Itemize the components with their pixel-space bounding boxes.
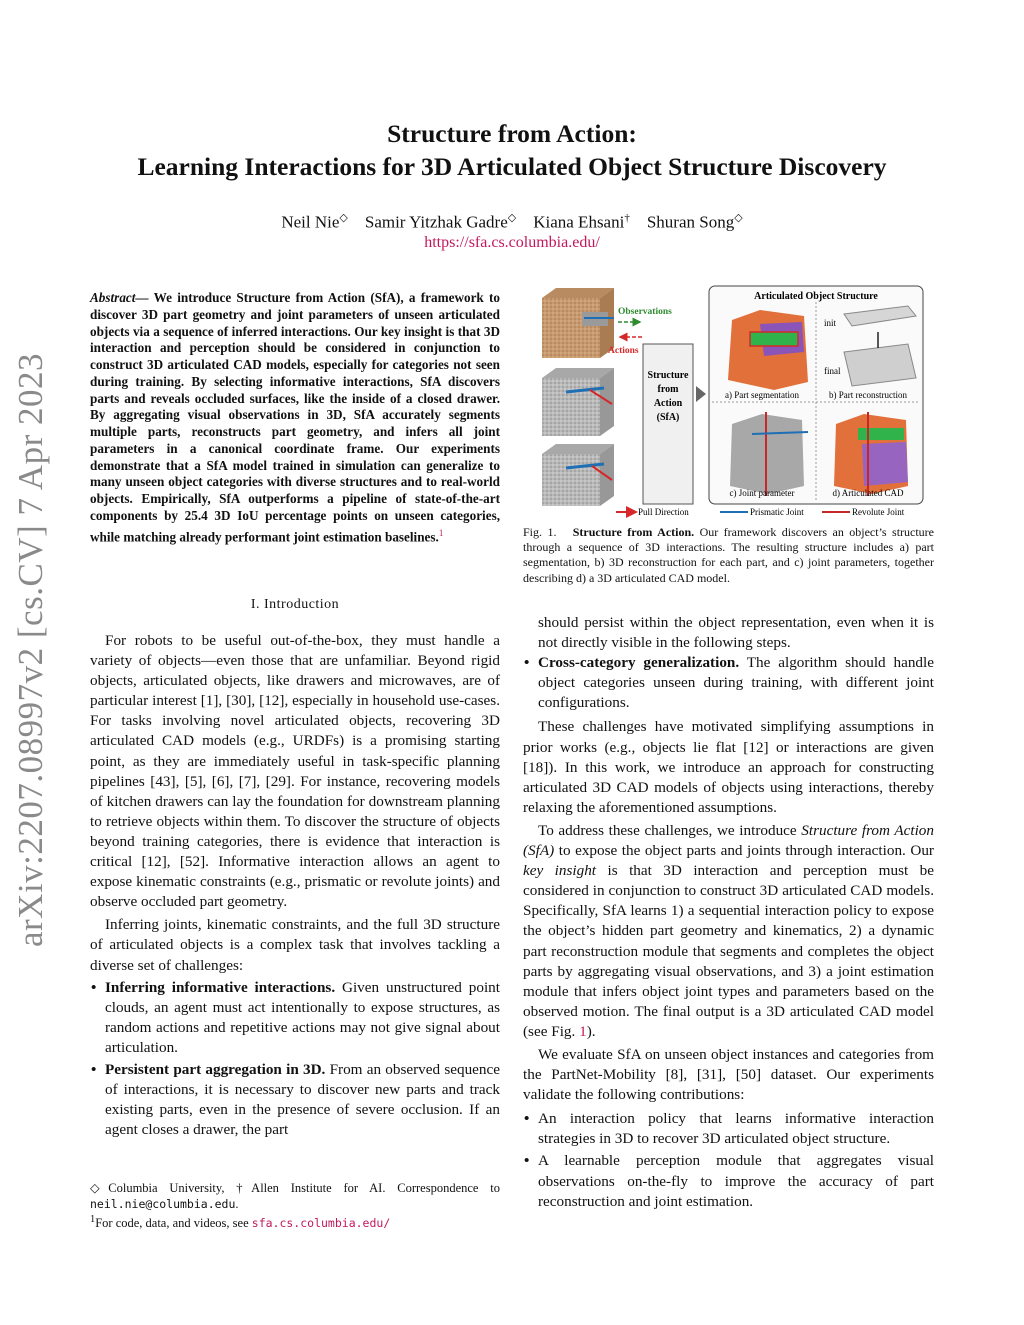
svg-text:c) Joint parameter: c) Joint parameter: [729, 488, 795, 498]
svg-text:final: final: [824, 366, 841, 376]
body-paragraph: We evaluate SfA on unseen object instances and categories from the PartNet-Mobility [8], [31], [50] dataset. Our experiments validate the following contributions:: [523, 1045, 934, 1104]
paper-title-line2: Learning Interactions for 3D Articulated Object Structure Discovery: [137, 152, 887, 181]
sfa-box: [643, 344, 693, 504]
caption-label: Fig. 1.: [523, 525, 557, 539]
footnotes: [90, 1180, 500, 1231]
actions-label: Actions: [608, 346, 639, 356]
author: Neil Nie: [281, 212, 340, 232]
author-list: Neil Nie◇ Samir Yitzhak Gadre◇ Kiana Ehsani† Shuran Song◇: [281, 212, 743, 232]
project-url-link[interactable]: https://sfa.cs.columbia.edu/: [424, 234, 600, 251]
svg-text:init: init: [824, 318, 837, 328]
body-paragraph: These challenges have motivated simplifying assumptions in prior works (e.g., objects lie flat [12] or interactions are given [18]). In this work, we introduce an approach for constructing articulated 3D CAD models of objects using interactions, thereby relaxing the aforementioned assumptions.: [523, 718, 934, 816]
paper-title-line1: Structure from Action:: [387, 119, 637, 148]
observation-cube: [542, 444, 614, 506]
code-footnote: $^1$For code, data, and videos, see sfa.cs.columbia.edu/: [90, 1214, 391, 1231]
svg-text:b) Part reconstruction: b) Part reconstruction: [829, 390, 907, 400]
body-paragraph: To address these challenges, we introduce Structure from Action (SfA) to expose the object parts and joints through interaction. Our key insight is that 3D interaction and perception must be considered in conjunction to construct 3D articulated CAD models. Specifically, SfA learns 1) a sequential interaction policy to expose the object’s hidden part geometry and kinematics, 2) a dynamic part reconstruction module that segments and completes the object parts by aggregating visual observations, and 3) a joint estimation module that infers object joint types and parameters based on the observed motion. The final output is a 3D articulated CAD model (see Fig. 1).: [523, 821, 934, 1040]
section-heading-introduction: I. Introduction: [250, 597, 340, 612]
svg-text:Structure: Structure: [647, 370, 689, 381]
legend-pull-direction: Pull Direction: [638, 507, 689, 517]
svg-text:from: from: [657, 384, 679, 395]
list-item: • An interaction policy that learns informative interaction strategies in 3D to recover 3D articulated object structure.: [538, 1109, 934, 1149]
figure-caption: Fig. 1. Structure from Action. Our framework discovers an object’s structure through a sequence of 3D interactions. The resulting structure includes a) part segmentation, b) 3D reconstruction for each part, and c) joint parameters, together describing d) a 3D articulated CAD model.: [523, 525, 935, 585]
svg-text:Action: Action: [653, 398, 683, 409]
legend-revolute-joint: Revolute Joint: [852, 507, 905, 517]
continued-bullet-text: should persist within the object representation, even when it is not directly visible in the following steps.: [538, 614, 934, 652]
intro-paragraph: For robots to be useful out-of-the-box, they must handle a variety of objects—even those that are unfamiliar. Beyond rigid objects, articulated objects, like drawers and microwaves, are of particular interest [1], [30], [12], especially in household use-cases. For tasks involving novel articulated objects, recovering 3D articulated CAD models (e.g., URDFs) is a promising starting point, as they are immediately useful in task-specific planning pipelines [43], [5], [6], [7], [29]. For instance, recovering models of kitchen drawers can lay the foundation for downstream planning to retrieve objects within them. To discover the structure of objects beyond training categories, there is evidence that interaction is critical [12], [52]. Informative interaction allows an agent to expose kinematic constraints (e.g., prismatic or revolute joints) and observe occluded part geometry.: [90, 632, 500, 911]
footnote-ref-link[interactable]: 1: [438, 527, 444, 538]
code-url-link[interactable]: sfa.cs.columbia.edu/: [251, 1216, 391, 1231]
flow-arrow-icon: [696, 386, 706, 402]
svg-text:(SfA): (SfA): [656, 412, 680, 423]
author: Shuran Song: [646, 212, 735, 232]
author: Kiana Ehsani: [533, 212, 625, 232]
list-item: • A learnable perception module that aggregates visual observations on-the-fly to improve the accuracy of part reconstruction and joint estimation.: [538, 1151, 934, 1211]
abstract-text: We introduce Structure from Action (SfA), a framework to discover 3D part geometry and joint parameters of unseen articulated objects via a sequence of inferred interactions. Our key insight is that 3D interaction and perception should be considered in conjunction to construct 3D articulated CAD models, especially for categories not seen during training. By selecting informative interactions, SfA discovers parts and reveals occluded surfaces, like the inside of a closed drawer. By aggregating visual observations in 3D, SfA accurately segments multiple parts, reconstructs part geometry, and infers all joint parameters in a canonical coordinate frame. Our experiments demonstrate that a SfA model trained in simulation can generalize to many unseen object categories with diverse structures and to real-world objects. Empirically, SfA outperforms a pipeline of state-of-the-art components by 25.4 3D IoU percentage points on unseen categories, while matching already performant joint estimation baselines.: [90, 290, 500, 544]
intro-paragraph: Inferring joints, kinematic constraints, and the full 3D structure of articulated objects is a complex task that involves tackling a diverse set of challenges:: [90, 916, 500, 974]
legend-prismatic-joint: Prismatic Joint: [750, 507, 804, 517]
arxiv-stamp: arXiv:2207.08997v2 [cs.CV] 7 Apr 2023: [11, 352, 50, 948]
list-item: • Cross-category generalization. The algorithm should handle object categories unseen during training, with different joint configurations.: [538, 653, 934, 713]
right-column: [523, 613, 934, 1214]
challenge-list: [523, 653, 934, 713]
figure-1: [522, 282, 934, 520]
list-item: • Persistent part aggregation in 3D. From an observed sequence of interactions, it is necessary to discover new parts and track existing parts, even in the presence of severe occlusion. If an agent closes a drawer, the part: [105, 1060, 500, 1140]
svg-text:a) Part segmentation: a) Part segmentation: [725, 390, 799, 400]
left-column: [90, 631, 500, 1142]
observations-label: Observations: [618, 307, 672, 317]
observation-cube: [542, 288, 614, 358]
panel-title: Articulated Object Structure: [754, 291, 878, 302]
contribution-list: [523, 1109, 934, 1211]
email-link[interactable]: neil.nie@columbia.edu: [90, 1197, 236, 1211]
part-segmentation-render: [728, 310, 808, 390]
abstract-lead: Abstract—: [90, 290, 149, 305]
figure-ref-link[interactable]: 1: [579, 1022, 587, 1040]
observation-cube: [542, 368, 614, 436]
articulated-cad-render: [834, 412, 908, 496]
affiliation-footnote: ◇Columbia University, †Allen Institute for AI. Correspondence to neil.nie@columbia.edu.: [90, 1181, 500, 1211]
challenge-list: [90, 978, 500, 1141]
author: Samir Yitzhak Gadre: [364, 212, 508, 232]
svg-text:d) Articulated CAD: d) Articulated CAD: [832, 488, 904, 498]
joint-parameter-render: [730, 412, 808, 496]
list-item: • Inferring informative interactions. Given unstructured point clouds, an agent must act intentionally to expose structures, as random actions and repetitive actions may not give signal about articulation.: [105, 978, 500, 1058]
abstract: [90, 290, 500, 546]
